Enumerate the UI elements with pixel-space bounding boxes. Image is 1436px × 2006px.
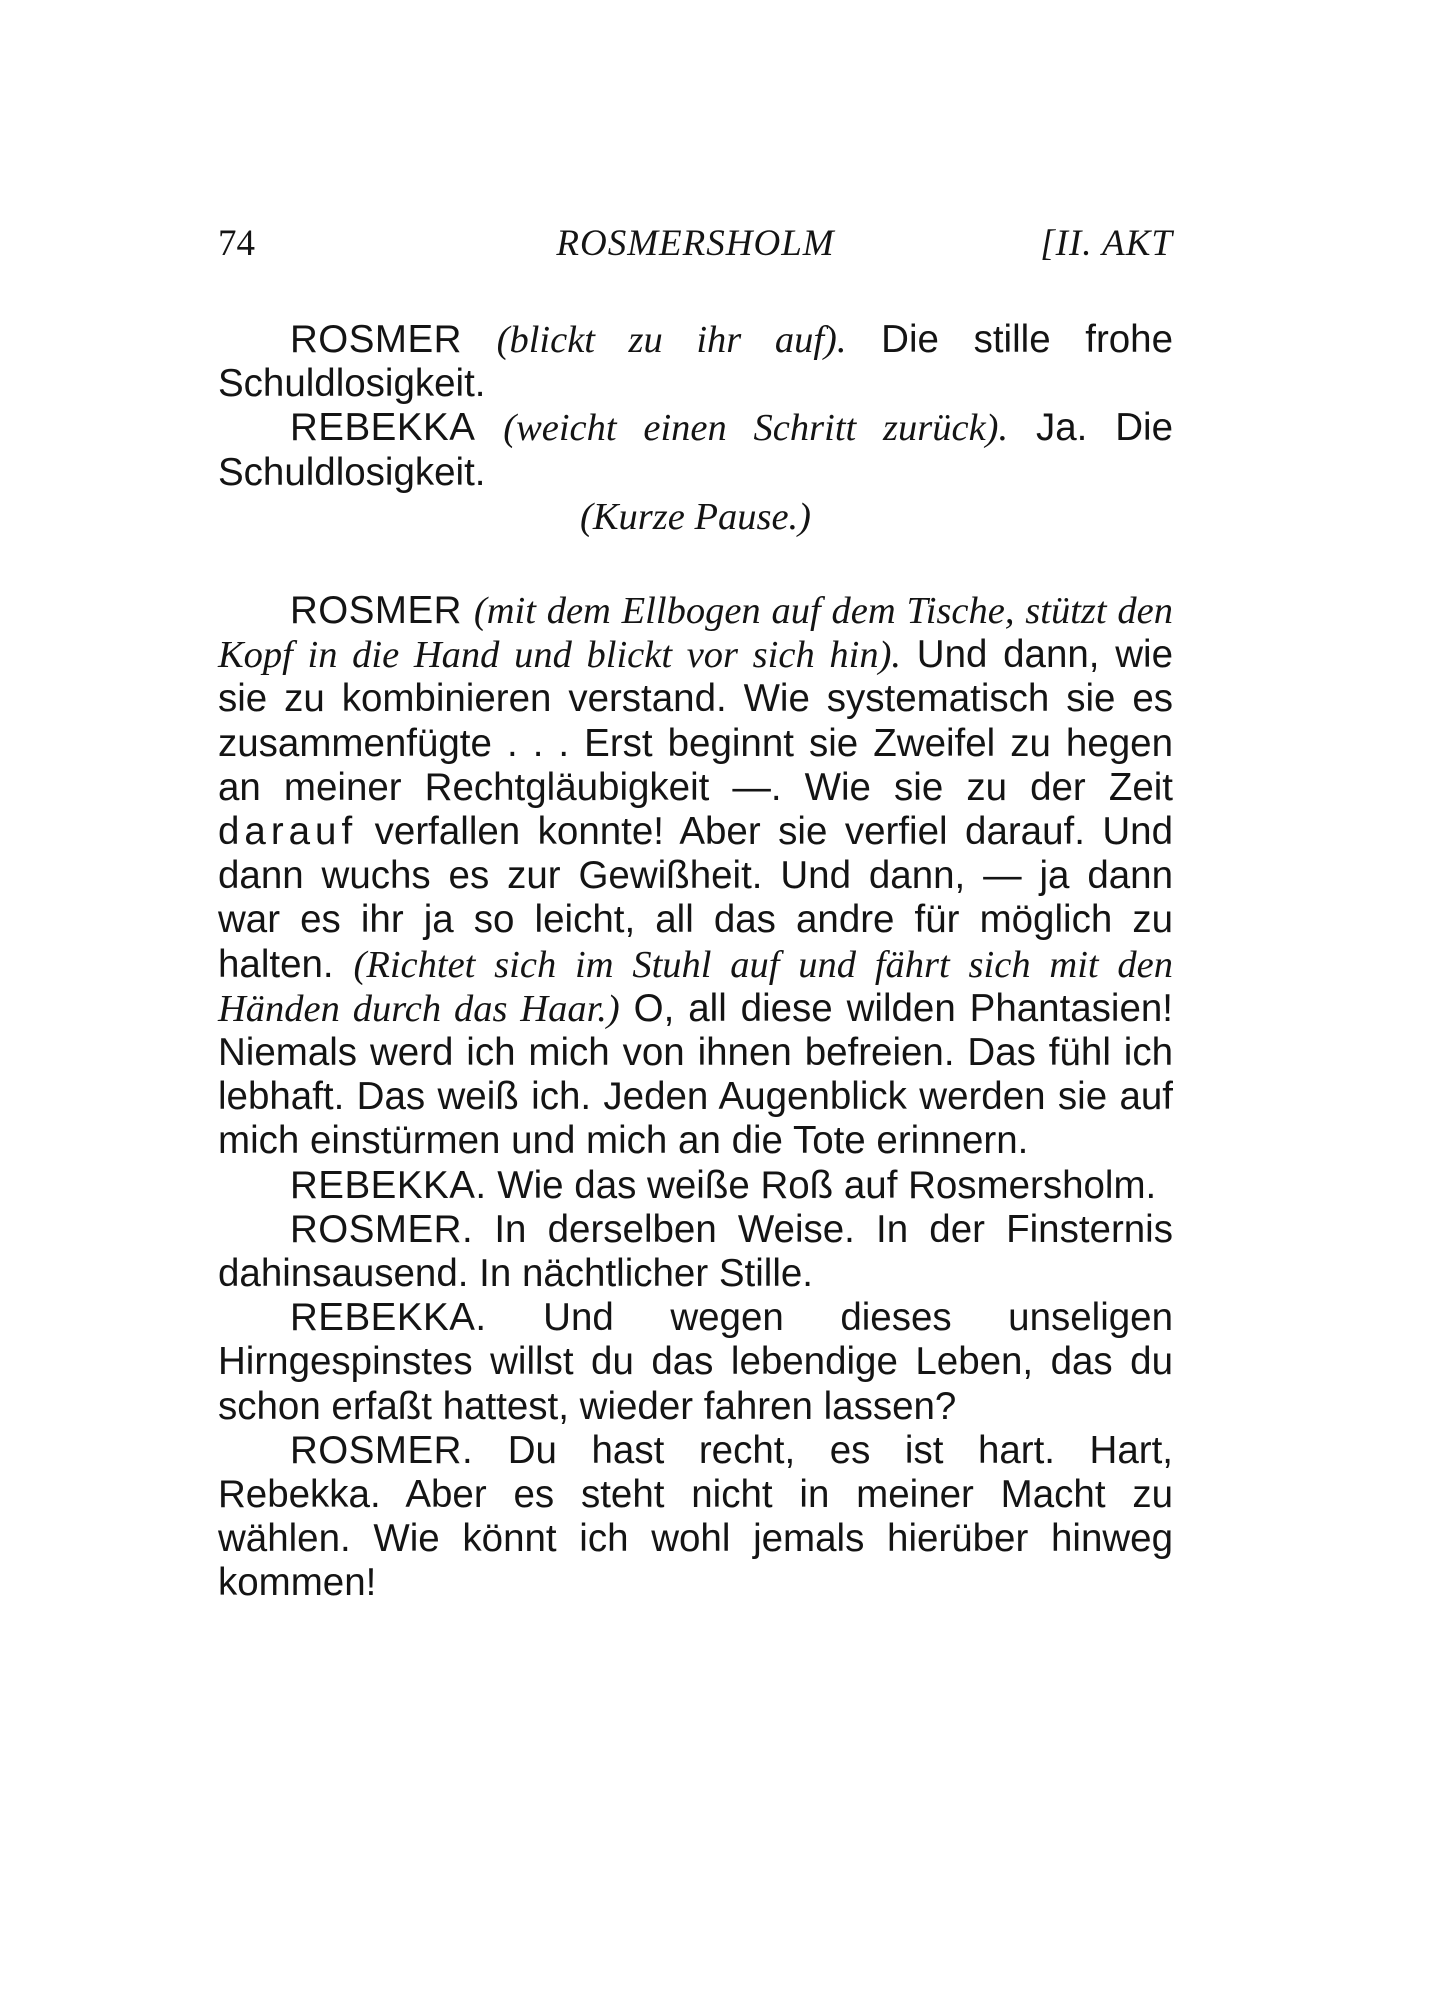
page-number: 74	[218, 223, 255, 264]
stage-direction: (blickt zu ihr auf).	[496, 319, 847, 361]
dialogue-paragraph	[218, 318, 1173, 406]
book-page	[218, 222, 1173, 1962]
act-label: [II. AKT	[1040, 223, 1173, 264]
speaker-name: ROSMER	[290, 589, 462, 633]
running-header	[218, 222, 1173, 282]
speaker-name: REBEKKA.	[290, 1296, 487, 1340]
stage-direction: (Kurze Pause.)	[580, 495, 811, 538]
speaker-name: ROSMER.	[290, 1207, 474, 1251]
page-body	[218, 318, 1173, 1606]
dialogue-text: Ja. Die Schuldlosigkeit.	[218, 406, 1173, 494]
speaker-name: ROSMER.	[290, 1428, 474, 1472]
dialogue-paragraph	[218, 406, 1173, 494]
dialogue-paragraph	[218, 1296, 1173, 1429]
dialogue-text: Und wegen dieses unseligen Hirngespinstes willst du das lebendige Leben, das du schon erfaßt hattest, wieder fahren lassen?	[218, 1296, 1173, 1428]
dialogue-text: O, all diese wilden Phantasien! Niemals werd ich mich von ihnen befreien. Das fühl ich lebhaft. Das weiß ich. Jeden Augenblick werden sie auf mich einstürmen und mich an die Tote erinnern.	[218, 986, 1174, 1163]
dialogue-paragraph	[218, 1164, 1173, 1208]
pause-direction	[218, 495, 1173, 539]
speaker-name: ROSMER	[290, 318, 462, 361]
stage-direction: (mit dem Ellbogen auf dem Tische, stützt den Kopf in die Hand und blickt vor sich hin).	[218, 590, 1173, 677]
dialogue-text: Die stille frohe Schuldlosigkeit.	[218, 318, 1174, 406]
emphasized-word: darauf	[218, 810, 358, 854]
speaker-name: REBEKKA	[290, 406, 476, 450]
dialogue-paragraph	[218, 589, 1173, 1164]
dialogue-text: Wie das weiße Roß auf Rosmersholm.	[497, 1163, 1157, 1207]
running-title: ROSMERSHOLM	[556, 223, 835, 264]
speaker-name: REBEKKA.	[290, 1163, 487, 1207]
dialogue-text: Und dann, wie sie zu kombinieren verstand. Wie systematisch sie es zusammenfügte . . . Erst beginnt sie Zweifel zu hegen an meiner Rechtgläubigkeit —. Wie sie zu der Zeit	[218, 633, 1173, 809]
stage-direction: (weicht einen Schritt zurück).	[503, 407, 1009, 450]
dialogue-paragraph	[218, 1429, 1173, 1606]
dialogue-text: Du hast recht, es ist hart. Hart, Rebekka. Aber es steht nicht in meiner Macht zu wählen. Wie könnt ich wohl jemals hierüber hinweg kommen!	[218, 1428, 1173, 1605]
dialogue-paragraph	[218, 1208, 1173, 1296]
stage-direction: (Richtet sich im Stuhl auf und fährt sich mit den Händen durch das Haar.)	[218, 943, 1173, 1030]
dialogue-text: In derselben Weise. In der Finsternis dahinsausend. In nächtlicher Stille.	[218, 1207, 1173, 1296]
dialogue-text: verfallen konnte! Aber sie verfiel darauf. Und dann wuchs es zur Gewißheit. Und dann, — ja dann war es ihr ja so leicht, all das andre für möglich zu halten.	[218, 810, 1174, 986]
